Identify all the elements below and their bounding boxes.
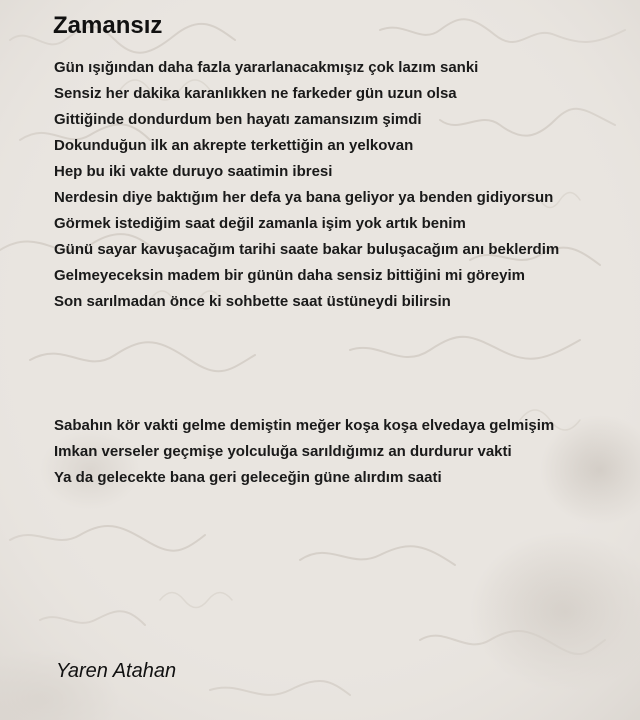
poem-line: Hep bu iki vakte duruyo saatimin ibresi xyxy=(54,163,333,180)
poem-title: Zamansız xyxy=(53,12,163,39)
stanza-1 xyxy=(54,55,559,315)
poem-line: Nerdesin diye baktığım her defa ya bana geliyor ya benden gidiyorsun xyxy=(54,189,554,206)
poem-line: Son sarılmadan önce ki sohbette saat üstüneydi bilirsin xyxy=(54,293,451,310)
poem-line: Gün ışığından daha fazla yararlanacakmışız çok lazım sanki xyxy=(54,59,479,76)
poem-line: Gittiğinde dondurdum ben hayatı zamansızım şimdi xyxy=(54,111,422,128)
poem-line: Sensiz her dakika karanlıkken ne farkeder gün uzun olsa xyxy=(54,85,457,102)
poem-line: Imkan verseler geçmişe yolculuğa sarıldığımız an durdurur vakti xyxy=(54,443,512,460)
stanza-2 xyxy=(54,413,554,491)
poem-line: Görmek istediğim saat değil zamanla işim yok artık benim xyxy=(54,215,466,232)
poem-line: Gelmeyeceksin madem bir günün daha sensiz bittiğini mi göreyim xyxy=(54,267,525,284)
poem-line: Ya da gelecekte bana geri geleceğin güne alırdım saati xyxy=(54,469,442,486)
poem-line: Dokunduğun ilk an akrepte terkettiğin an yelkovan xyxy=(54,137,414,154)
poem-line: Günü sayar kavuşacağım tarihi saate bakar buluşacağım anı beklerdim xyxy=(54,241,560,258)
poem-author: Yaren Atahan xyxy=(56,660,177,682)
poem-line: Sabahın kör vakti gelme demiştin meğer koşa koşa elvedaya gelmişim xyxy=(54,417,555,434)
